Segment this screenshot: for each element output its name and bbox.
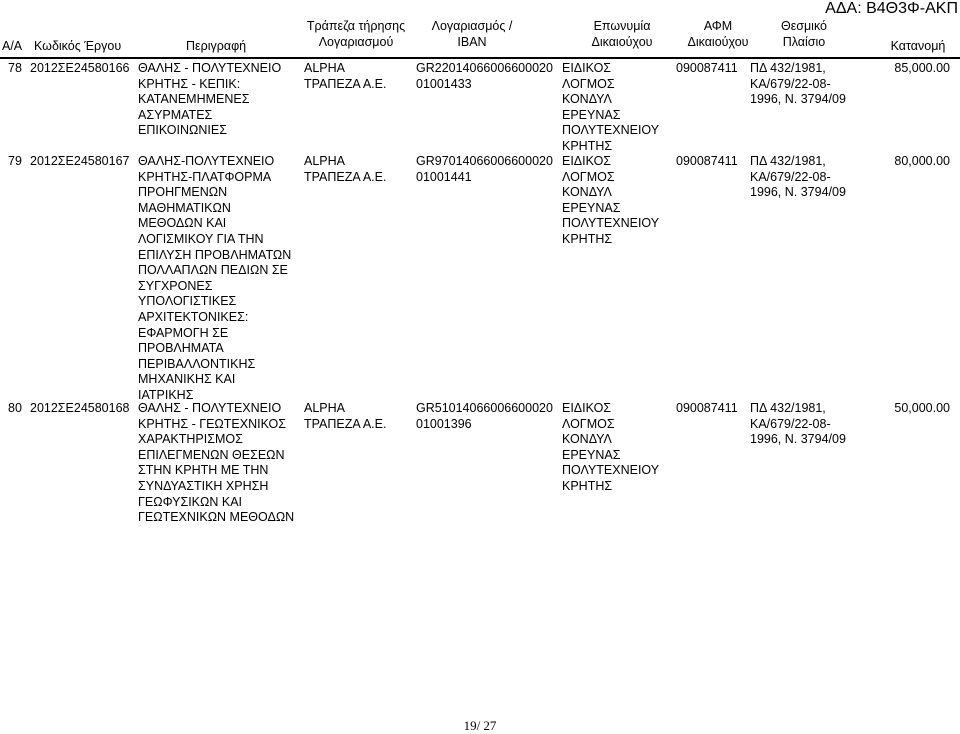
cell-afm: 090087411	[676, 401, 738, 415]
header-legal: Θεσμικό Πλαίσιο	[780, 19, 828, 49]
cell-beneficiary: ΕΙΔΙΚΟΣ ΛΟΓΜΟΣ ΚΟΝΔΥΛ ΕΡΕΥΝΑΣ ΠΟΛΥΤΕΧΝΕΙΟΥ ΚΡΗΤΗΣ	[562, 154, 660, 246]
header-bank: Τράπεζα τήρησης Λογαριασμού	[306, 19, 406, 49]
header-rule	[0, 57, 960, 59]
cell-description: ΘΑΛΗΣ-ΠΟΛΥΤΕΧΝΕΙΟ ΚΡΗΤΗΣ-ΠΛΑΤΦΟΡΜΑ ΠΡΟΗΓΜΕΝΩΝ ΜΑΘΗΜΑΤΙΚΩΝ ΜΕΘΟΔΩΝ ΚΑΙ ΛΟΓΙΣΜΙΚΟΥ ΓΙΑ ΤΗΝ ΕΠΙΛΥΣΗ ΠΡΟΒΛΗΜΑΤΩΝ ΠΟΛΛΑΠΛΩΝ ΠΕΔΙΩΝ ΣΕ ΣΥΓΧΡΟΝΕΣ ΥΠΟΛΟΓΙΣΤΙΚΕΣ ΑΡΧΙΤΕΚΤΟΝΙΚΕΣ: ΕΦΑΡΜΟΓΗ ΣΕ ΠΡΟΒΛΗΜΑΤΑ ΠΕΡΙΒΑΛΛΟΝΤΙΚΗΣ ΜΗΧΑΝΙΚΗΣ ΚΑΙ ΙΑΤΡΙΚΗΣ	[138, 154, 292, 402]
table-header	[0, 18, 960, 58]
cell-aa: 80	[8, 401, 22, 415]
cell-aa: 78	[8, 61, 22, 75]
cell-afm: 090087411	[676, 154, 738, 168]
cell-iban: GR51014066006600020 01001396	[416, 401, 553, 431]
cell-legal: ΠΔ 432/1981, ΚΑ/679/22-08- 1996, Ν. 3794/09	[750, 61, 846, 107]
cell-code: 2012ΣΕ24580166	[30, 61, 130, 75]
cell-beneficiary: ΕΙΔΙΚΟΣ ΛΟΓΜΟΣ ΚΟΝΔΥΛ ΕΡΕΥΝΑΣ ΠΟΛΥΤΕΧΝΕΙΟΥ ΚΡΗΤΗΣ	[562, 61, 660, 153]
ada-code: ΑΔΑ: Β4Θ3Φ-ΑΚΠ	[825, 0, 958, 17]
cell-legal: ΠΔ 432/1981, ΚΑ/679/22-08- 1996, Ν. 3794/09	[750, 154, 846, 200]
cell-bank: ALPHA ΤΡΑΠΕΖΑ Α.Ε.	[304, 154, 387, 184]
cell-beneficiary: ΕΙΔΙΚΟΣ ΛΟΓΜΟΣ ΚΟΝΔΥΛ ΕΡΕΥΝΑΣ ΠΟΛΥΤΕΧΝΕΙΟΥ ΚΡΗΤΗΣ	[562, 401, 660, 493]
cell-description: ΘΑΛΗΣ - ΠΟΛΥΤΕΧΝΕΙΟ ΚΡΗΤΗΣ - ΚΕΠΙΚ: ΚΑΤΑΝΕΜΗΜΕΝΕΣ ΑΣΥΡΜΑΤΕΣ ΕΠΙΚΟΙΝΩΝΙΕΣ	[138, 61, 282, 138]
cell-code: 2012ΣΕ24580167	[30, 154, 130, 168]
cell-afm: 090087411	[676, 61, 738, 75]
header-aa: Α/Α	[2, 39, 23, 53]
header-beneficiary: Επωνυμία Δικαιούχου	[591, 19, 653, 49]
header-description: Περιγραφή	[186, 39, 247, 53]
cell-description: ΘΑΛΗΣ - ΠΟΛΥΤΕΧΝΕΙΟ ΚΡΗΤΗΣ - ΓΕΩΤΕΧΝΙΚΟΣ ΧΑΡΑΚΤΗΡΙΣΜΟΣ ΕΠΙΛΕΓΜΕΝΩΝ ΘΕΣΕΩΝ ΣΤΗΝ ΚΡΗΤΗ ΜΕ ΤΗΝ ΣΥΝΔΥΑΣΤΙΚΗ ΧΡΗΣΗ ΓΕΩΦΥΣΙΚΩΝ ΚΑΙ ΓΕΩΤΕΧΝΙΚΩΝ ΜΕΘΟΔΩΝ	[138, 401, 295, 525]
header-iban: Λογαριασμός / IBAN	[431, 19, 513, 49]
cell-legal: ΠΔ 432/1981, ΚΑ/679/22-08- 1996, Ν. 3794/09	[750, 401, 846, 447]
cell-code: 2012ΣΕ24580168	[30, 401, 130, 415]
cell-iban: GR22014066006600020 01001433	[416, 61, 553, 91]
cell-allocation: 85,000.00	[894, 61, 950, 75]
header-allocation: Κατανομή	[890, 39, 946, 53]
cell-allocation: 50,000.00	[894, 401, 950, 415]
cell-bank: ALPHA ΤΡΑΠΕΖΑ Α.Ε.	[304, 401, 387, 431]
page-number: 19/ 27	[463, 718, 497, 733]
cell-allocation: 80,000.00	[894, 154, 950, 168]
cell-aa: 79	[8, 154, 22, 168]
header-project-code: Κωδικός Έργου	[34, 39, 122, 53]
header-afm: ΑΦΜ Δικαιούχου	[687, 19, 749, 49]
cell-bank: ALPHA ΤΡΑΠΕΖΑ Α.Ε.	[304, 61, 387, 91]
cell-iban: GR97014066006600020 01001441	[416, 154, 553, 184]
